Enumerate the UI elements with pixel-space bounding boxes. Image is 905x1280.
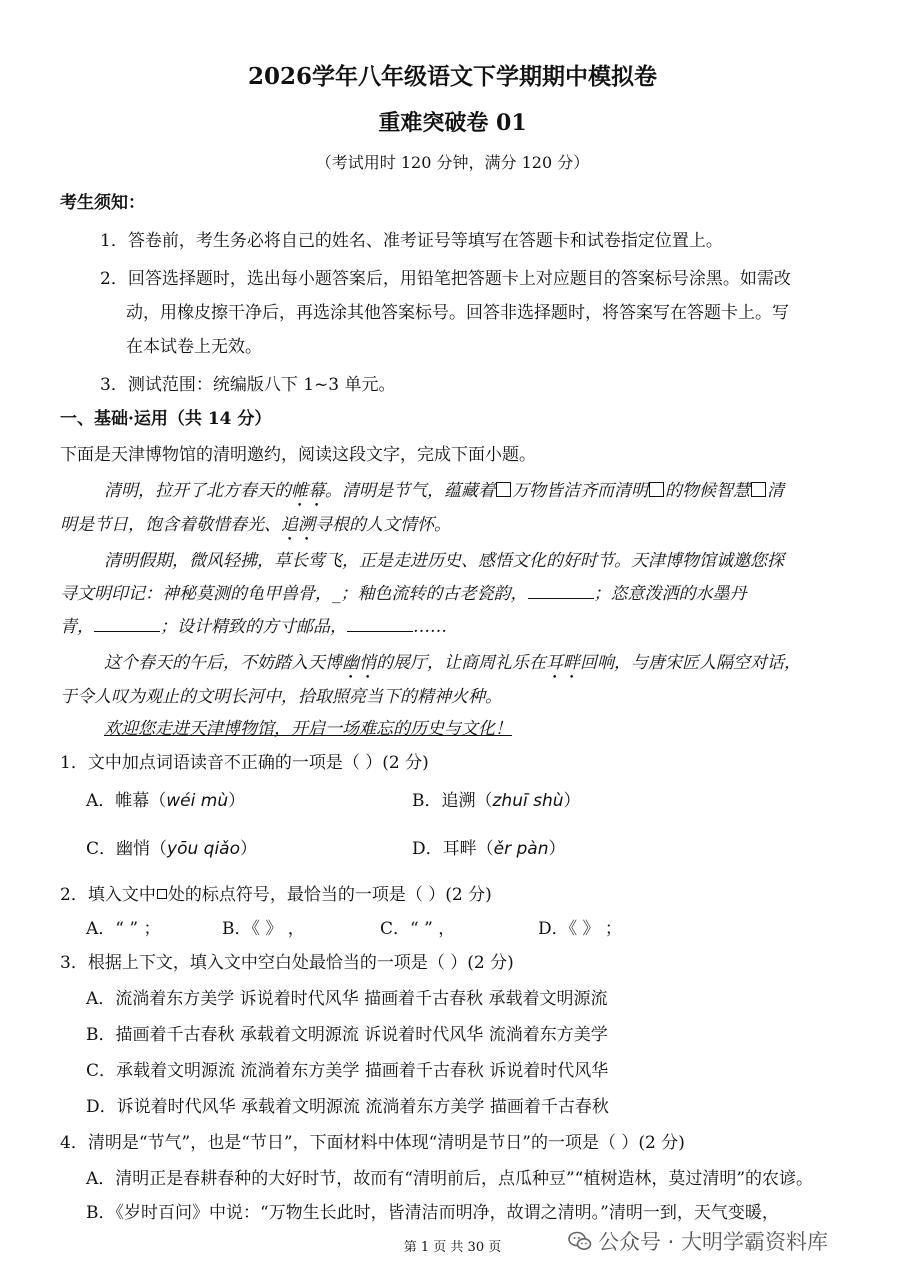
q4-stem: 4．清明是“节气”，也是“节日”，下面材料中体现“清明是节日”的一项是（ ）(2 分) bbox=[60, 1133, 685, 1153]
pinyin: yōu qiǎo bbox=[167, 839, 240, 859]
exam-subtitle: 重难突破卷 01 bbox=[378, 110, 527, 136]
notice-item-2-line2: 动，用橡皮擦干净后，再选涂其他答案标号。回答非选择题时，将答案写在答题卡上。写 bbox=[126, 303, 789, 323]
passage-p2-line3 bbox=[60, 612, 447, 637]
q1-stem: 1．文中加点词语读音不正确的一项是（ ）(2 分) bbox=[60, 753, 429, 773]
dotted-word: 耳畔 bbox=[546, 653, 580, 673]
fill-blank bbox=[347, 614, 413, 632]
pinyin: wéi mù bbox=[166, 791, 229, 811]
passage-p3-line2: 于令人叹为观止的文明长河中，拾取照亮当下的精神火种。 bbox=[60, 687, 502, 707]
notice-item-3: 3．测试范围：统编版八下 1~3 单元。 bbox=[100, 375, 396, 395]
option-label: D．耳畔（ bbox=[412, 839, 494, 859]
notice-heading: 考生须知： bbox=[60, 193, 145, 213]
q2-stem bbox=[60, 880, 492, 905]
passage-p2-line2 bbox=[60, 579, 747, 604]
watermark bbox=[568, 1226, 828, 1256]
passage-text: 的物候智慧 bbox=[665, 481, 750, 501]
q3-option-b: B．描画着千古春秋 承载着文明源流 诉说着时代风华 流淌着东方美学 bbox=[86, 1025, 608, 1045]
q4-option-a: A．清明正是春耕春种的大好时节，故而有“清明前后，点瓜种豆”“植树造林，莫过清明”的农谚。 bbox=[86, 1169, 814, 1189]
passage-text: 清明，拉开了北方春天的 bbox=[104, 481, 291, 501]
q1-option-c bbox=[86, 834, 257, 859]
section-heading: 一、基础·运用（共 14 分） bbox=[60, 409, 272, 429]
passage-text: ；设计精致的方寸邮品， bbox=[160, 617, 347, 637]
passage-p3-line1 bbox=[104, 648, 801, 683]
paren: ） bbox=[240, 839, 257, 859]
option-label: C．幽悄（ bbox=[86, 839, 168, 859]
passage-text: 青， bbox=[60, 617, 94, 637]
paren: ） bbox=[548, 839, 566, 859]
option-label: A．帷幕（ bbox=[86, 791, 167, 811]
passage-p1-line1 bbox=[104, 476, 784, 511]
q1-option-d bbox=[412, 834, 565, 859]
q2-option-a: A．“ ” ； bbox=[86, 919, 161, 939]
passage-text: 清 bbox=[767, 481, 784, 501]
punctuation-box bbox=[496, 482, 511, 497]
wechat-icon bbox=[568, 1230, 592, 1252]
dotted-word: 帷幕 bbox=[291, 481, 325, 501]
passage-text: …… bbox=[413, 617, 447, 637]
passage-text: 。清明是节气，蕴藏着 bbox=[325, 481, 495, 501]
fill-blank bbox=[528, 581, 594, 599]
page-number: 第 1 页 共 30 页 bbox=[403, 1240, 502, 1255]
passage-text: 回响，与唐宋匠人隔空对话， bbox=[580, 653, 801, 673]
fill-blank bbox=[94, 614, 160, 632]
q3-stem: 3．根据上下文，填入文中空白处最恰当的一项是（ ）(2 分) bbox=[60, 953, 514, 973]
option-label: B．追溯（ bbox=[412, 791, 493, 811]
passage-p2-line1: 清明假期，微风轻拂，草长莺飞，正是走进历史、感悟文化的好时节。天津博物馆诚邀您探 bbox=[104, 551, 784, 571]
q3-option-a: A．流淌着东方美学 诉说着时代风华 描画着千古春秋 承载着文明源流 bbox=[86, 989, 608, 1009]
q2-option-b: B．《 》 ， bbox=[222, 919, 305, 939]
exam-title: 2026学年八年级语文下学期期中模拟卷 bbox=[247, 63, 657, 90]
passage-p4: 欢迎您走进天津博物馆，开启一场难忘的历史与文化！ bbox=[104, 719, 512, 739]
q1-option-a bbox=[86, 786, 245, 811]
q3-option-c: C．承载着文明源流 流淌着东方美学 描画着千古春秋 诉说着时代风华 bbox=[86, 1061, 609, 1081]
passage-text: 万物皆洁齐而清明 bbox=[512, 481, 648, 501]
passage-text: 寻文明印记：神秘莫测的龟甲兽骨，_；釉色流转的古老瓷韵， bbox=[60, 584, 528, 604]
notice-item-1: 1．答卷前，考生务必将自己的姓名、准考证号等填写在答题卡和试卷指定位置上。 bbox=[100, 231, 723, 251]
stem-text: 处的标点符号，最恰当的一项是（ ）(2 分) bbox=[167, 885, 492, 905]
passage-text: ；恣意泼洒的水墨丹 bbox=[593, 584, 747, 604]
dotted-word: 幽悄 bbox=[342, 653, 376, 673]
paren: ） bbox=[228, 791, 246, 811]
pinyin: zhuī shù bbox=[492, 791, 564, 811]
small-box bbox=[157, 889, 167, 899]
notice-item-2-line3: 在本试卷上无效。 bbox=[126, 337, 262, 357]
passage-p1-line2 bbox=[60, 510, 451, 545]
reading-intro: 下面是天津博物馆的清明邀约，阅读这段文字，完成下面小题。 bbox=[60, 445, 536, 465]
exam-meta: （考试用时 120 分钟，满分 120 分） bbox=[315, 153, 590, 172]
passage-text: 这个春天的午后，不妨踏入天博 bbox=[104, 653, 342, 673]
watermark-text: 公众号 · 大明学霸资料库 bbox=[598, 1230, 829, 1254]
q2-option-c: C．“ ” ， bbox=[380, 919, 456, 939]
q4-option-b: B．《岁时百问》中说：“万物生长此时，皆清洁而明净，故谓之清明。”清明一到，天气变暖， bbox=[86, 1203, 779, 1223]
dotted-word: 追溯 bbox=[281, 515, 315, 535]
q1-option-b bbox=[412, 786, 581, 811]
passage-text: 明是节日，饱含着敬惜春光、 bbox=[60, 515, 281, 535]
passage-text: 寻根的人文情怀。 bbox=[315, 515, 451, 535]
stem-text: 2．填入文中 bbox=[60, 885, 156, 905]
q2-option-d: D．《 》 ； bbox=[538, 919, 622, 939]
q3-option-d: D．诉说着时代风华 承载着文明源流 流淌着东方美学 描画着千古春秋 bbox=[86, 1097, 609, 1117]
pinyin: ěr pàn bbox=[493, 839, 549, 859]
notice-item-2-line1: 2．回答选择题时，选出每小题答案后，用铅笔把答题卡上对应题目的答案标号涂黑。如需改 bbox=[100, 269, 791, 289]
punctuation-box bbox=[751, 482, 766, 497]
passage-text: 的展厅，让商周礼乐在 bbox=[376, 653, 546, 673]
paren: ） bbox=[563, 791, 581, 811]
punctuation-box bbox=[649, 482, 664, 497]
